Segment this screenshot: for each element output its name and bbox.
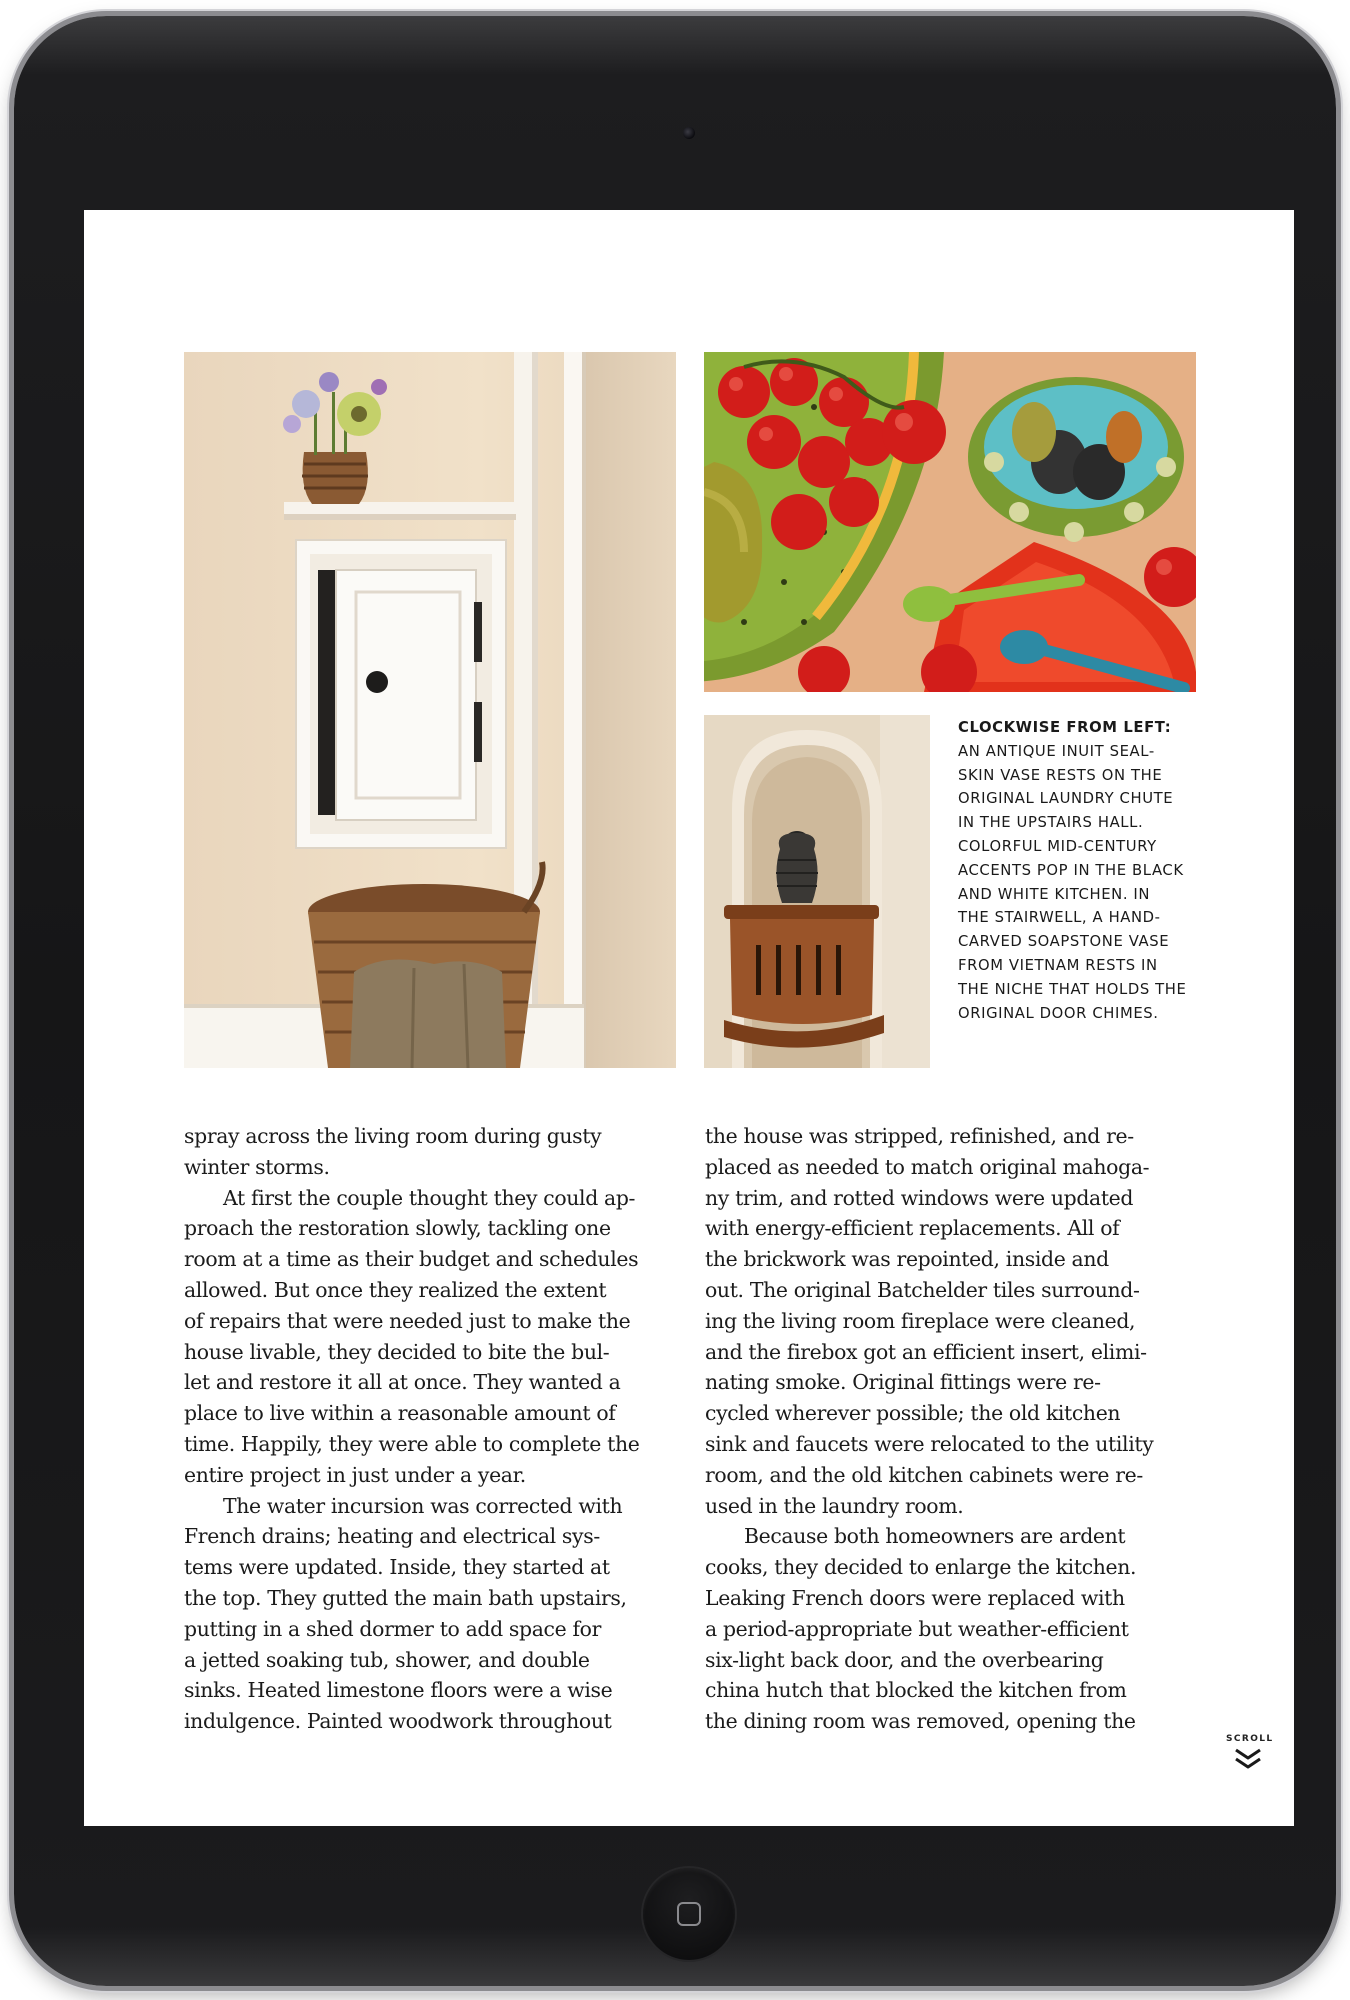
caption-line: ORIGINAL DOOR CHIMES. <box>958 1004 1159 1022</box>
stairwell-niche-photo <box>704 715 930 1068</box>
article-line: room at a time as their budget and schedules <box>184 1247 639 1272</box>
home-button[interactable] <box>643 1868 735 1960</box>
article-line: let and restore it all at once. They wanted a <box>184 1370 621 1395</box>
caption-line: SKIN VASE RESTS ON THE <box>958 766 1163 784</box>
article-line: of repairs that were needed just to make the <box>184 1308 631 1333</box>
article-line: nating smoke. Original fittings were re- <box>705 1370 1101 1395</box>
caption-line: ORIGINAL LAUNDRY CHUTE <box>958 790 1174 808</box>
article-line: with energy-efficient replacements. All of <box>705 1216 1120 1241</box>
article-line: the brickwork was repointed, inside and <box>705 1247 1109 1272</box>
article-line: out. The original Batchelder tiles surround- <box>705 1277 1140 1302</box>
scroll-button[interactable] <box>1226 1734 1274 1784</box>
article-line: the top. They gutted the main bath upstairs, <box>184 1585 627 1610</box>
article-line: time. Happily, they were able to complete the <box>184 1431 640 1456</box>
caption-line: AND WHITE KITCHEN. IN <box>958 885 1151 903</box>
article-line: and the firebox got an efficient insert, elimi- <box>705 1339 1147 1364</box>
article-line: room, and the old kitchen cabinets were re- <box>705 1462 1143 1487</box>
photo-caption <box>958 716 1208 1025</box>
article-line: china hutch that blocked the kitchen from <box>705 1678 1127 1703</box>
article-line: putting in a shed dormer to add space for <box>184 1616 601 1641</box>
caption-line: IN THE UPSTAIRS HALL. <box>958 814 1144 832</box>
article-line: ny trim, and rotted windows were updated <box>705 1185 1134 1210</box>
caption-line: ACCENTS POP IN THE BLACK <box>958 861 1184 879</box>
kitchen-accents-photo <box>704 352 1196 692</box>
caption-line: THE NICHE THAT HOLDS THE <box>958 980 1187 998</box>
article-column-right <box>705 1121 1191 1737</box>
article-line: cycled wherever possible; the old kitchen <box>705 1401 1121 1426</box>
article-line: tems were updated. Inside, they started at <box>184 1555 610 1580</box>
article-line: the dining room was removed, opening the <box>705 1709 1136 1734</box>
article-line: six-light back door, and the overbearing <box>705 1647 1104 1672</box>
article-line: At first the couple thought they could ap- <box>223 1185 636 1210</box>
caption-line: FROM VIETNAM RESTS IN <box>958 956 1158 974</box>
article-line: entire project in just under a year. <box>184 1462 526 1487</box>
caption-line: CARVED SOAPSTONE VASE <box>958 933 1170 951</box>
article-line: sink and faucets were relocated to the utility <box>705 1431 1154 1456</box>
article-line: Leaking French doors were replaced with <box>705 1585 1125 1610</box>
article-line: place to live within a reasonable amount of <box>184 1401 616 1426</box>
home-square-icon <box>677 1902 701 1926</box>
caption-heading: CLOCKWISE FROM LEFT: <box>958 719 1172 736</box>
caption-line: AN ANTIQUE INUIT SEAL- <box>958 742 1155 760</box>
article-line: proach the restoration slowly, tackling one <box>184 1216 611 1241</box>
article-line: house livable, they decided to bite the bul- <box>184 1339 610 1364</box>
magazine-page[interactable] <box>84 210 1294 1826</box>
article-line: a jetted soaking tub, shower, and double <box>184 1647 590 1672</box>
tablet-frame <box>14 16 1336 1986</box>
article-line: used in the laundry room. <box>705 1493 964 1518</box>
article-line: a period-appropriate but weather-efficient <box>705 1616 1129 1641</box>
article-line: placed as needed to match original mahoga- <box>705 1154 1150 1179</box>
article-column-left <box>184 1121 670 1737</box>
caption-line: COLORFUL MID-CENTURY <box>958 837 1157 855</box>
front-camera-icon <box>683 127 695 139</box>
article-line: the house was stripped, refinished, and re- <box>705 1124 1134 1148</box>
article-line: cooks, they decided to enlarge the kitchen. <box>705 1555 1137 1580</box>
laundry-chute-photo <box>184 352 676 1068</box>
article-line: indulgence. Painted woodwork throughout <box>184 1709 612 1734</box>
article-line: The water incursion was corrected with <box>223 1493 623 1518</box>
article-line: Because both homeowners are ardent <box>744 1524 1126 1549</box>
scroll-label: SCROLL <box>1226 1734 1274 1744</box>
article-line: allowed. But once they realized the extent <box>184 1277 607 1302</box>
article-line: ing the living room fireplace were cleaned, <box>705 1308 1136 1333</box>
caption-line: THE STAIRWELL, A HAND- <box>958 909 1161 927</box>
article-line: spray across the living room during gusty <box>184 1124 602 1148</box>
article-line: French drains; heating and electrical sys- <box>184 1524 600 1549</box>
article-line: sinks. Heated limestone floors were a wise <box>184 1678 613 1703</box>
double-chevron-down-icon <box>1233 1747 1263 1771</box>
article-line: winter storms. <box>184 1154 330 1179</box>
